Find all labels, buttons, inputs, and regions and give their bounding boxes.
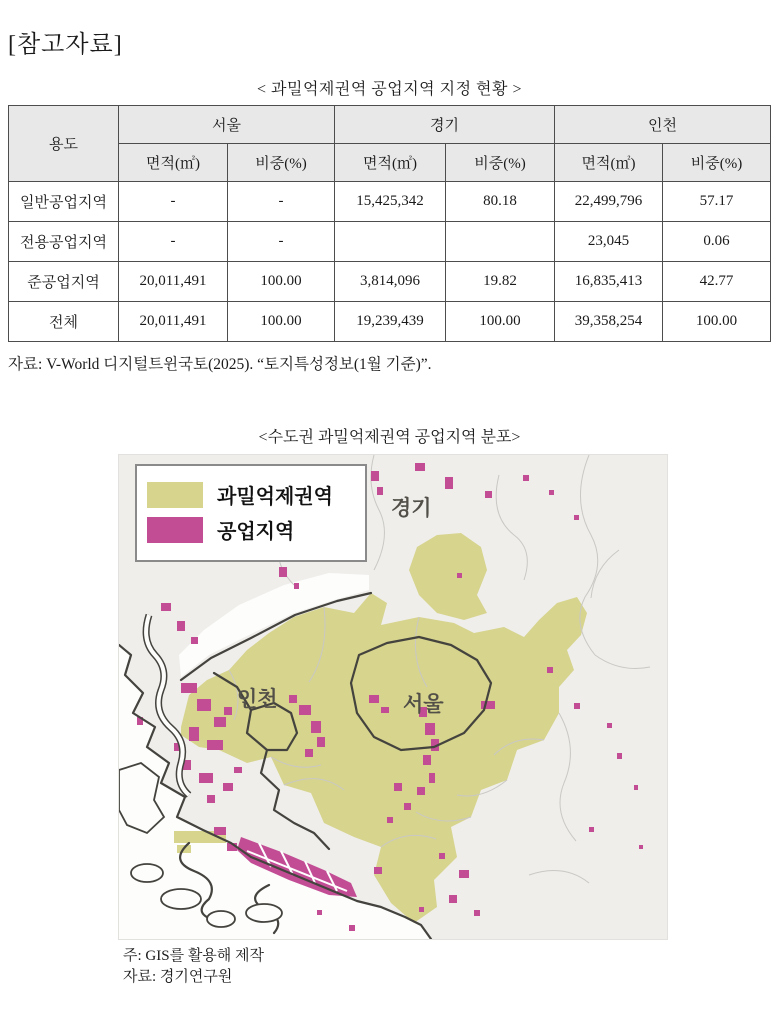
row-label: 일반공업지역 xyxy=(9,182,119,222)
col-header-use: 용도 xyxy=(9,106,119,182)
subheader-share: 비중(%) xyxy=(228,144,335,182)
row-label: 전체 xyxy=(9,302,119,342)
table-row xyxy=(9,182,771,222)
cell-value: 20,011,491 xyxy=(119,302,228,342)
cell-value: 80.18 xyxy=(446,182,555,222)
cell-value: 100.00 xyxy=(446,302,555,342)
cell-value: 20,011,491 xyxy=(119,262,228,302)
col-header-gyeonggi: 경기 xyxy=(335,106,555,144)
cell-value: 16,835,413 xyxy=(555,262,663,302)
legend-item-overconcentration xyxy=(147,480,355,509)
subheader-share: 비중(%) xyxy=(663,144,771,182)
cell-value xyxy=(446,222,555,262)
overconcentration-swatch-icon xyxy=(147,482,203,508)
cell-value: 57.17 xyxy=(663,182,771,222)
cell-value: - xyxy=(119,222,228,262)
cell-value: - xyxy=(119,182,228,222)
table-source-note: 자료: V-World 디지털트윈국토(2025). “토지특성정보(1월 기준)”. xyxy=(8,356,432,373)
cell-value: - xyxy=(228,182,335,222)
industrial-swatch-icon xyxy=(147,517,203,543)
table-title: < 과밀억제권역 공업지역 지정 현황 > xyxy=(257,81,522,98)
cell-value xyxy=(335,222,446,262)
industrial-zone-table xyxy=(8,105,771,342)
col-header-seoul: 서울 xyxy=(119,106,335,144)
cell-value: 39,358,254 xyxy=(555,302,663,342)
row-label: 전용공업지역 xyxy=(9,222,119,262)
table-row xyxy=(9,302,771,342)
table-row xyxy=(9,222,771,262)
map-figure xyxy=(118,454,668,940)
cell-value: 42.77 xyxy=(663,262,771,302)
cell-value: 3,814,096 xyxy=(335,262,446,302)
cell-value: 100.00 xyxy=(228,262,335,302)
legend-label: 공업지역 xyxy=(217,521,295,543)
table-row xyxy=(9,262,771,302)
subheader-area: 면적(㎡) xyxy=(555,144,663,182)
subheader-area: 면적(㎡) xyxy=(335,144,446,182)
map-notes xyxy=(123,946,779,988)
map-note-line: 주: GIS를 활용해 제작 xyxy=(123,948,265,964)
cell-value: 23,045 xyxy=(555,222,663,262)
subheader-share: 비중(%) xyxy=(446,144,555,182)
cell-value: 15,425,342 xyxy=(335,182,446,222)
map-title: <수도권 과밀억제권역 공업지역 분포> xyxy=(258,429,521,446)
incheon-label: 인천 xyxy=(237,688,278,711)
legend-item-industrial xyxy=(147,515,355,544)
map-legend xyxy=(135,464,367,562)
cell-value: 0.06 xyxy=(663,222,771,262)
map-source-line: 자료: 경기연구원 xyxy=(123,969,233,985)
subheader-area: 면적(㎡) xyxy=(119,144,228,182)
cell-value: 19.82 xyxy=(446,262,555,302)
seoul-label: 서울 xyxy=(403,693,444,716)
page-title: [참고자료] xyxy=(8,32,123,58)
col-header-incheon: 인천 xyxy=(555,106,771,144)
cell-value: 22,499,796 xyxy=(555,182,663,222)
cell-value: 100.00 xyxy=(663,302,771,342)
cell-value: - xyxy=(228,222,335,262)
legend-label: 과밀억제권역 xyxy=(217,486,333,508)
row-label: 준공업지역 xyxy=(9,262,119,302)
cell-value: 100.00 xyxy=(228,302,335,342)
gyeonggi-label: 경기 xyxy=(391,497,432,520)
cell-value: 19,239,439 xyxy=(335,302,446,342)
